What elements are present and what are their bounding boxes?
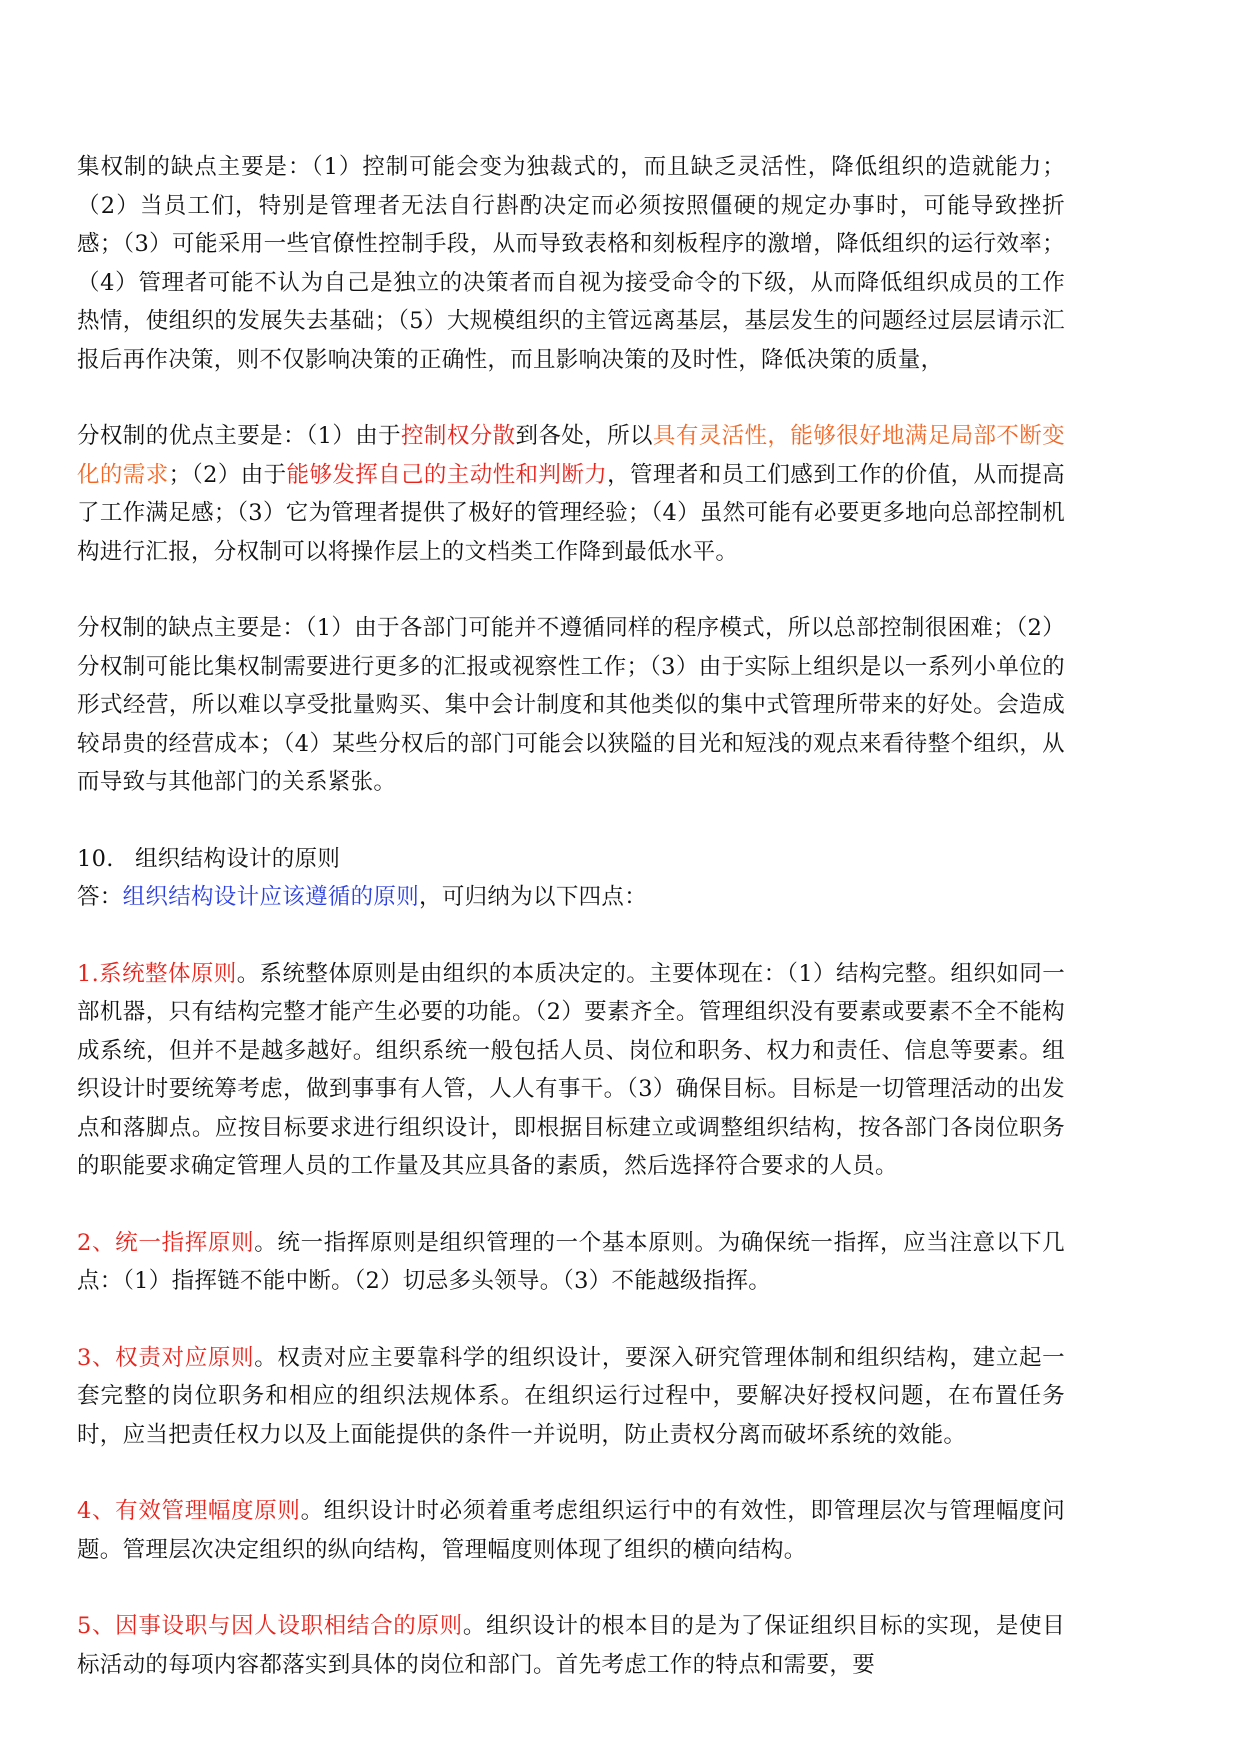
centralization-cons-paragraph	[77, 148, 1065, 379]
principle-body: 。系统整体原则是由组织的本质决定的。主要体现在：（1）结构完整。组织如同一部机器，只有结构完整才能产生必要的功能。（2）要素齐全。管理组织没有要素或要素不全不能构成系统，但并不是越多越好。组织系统一般包括人员、岗位和职务、权力和责任、信息等要素。组织设计时要统筹考虑，做到事事有人管，人人有事干。（3）确保目标。目标是一切管理活动的出发点和落脚点。应按目标要求进行组织设计，即根据目标建立或调整组织结构，按各部门各岗位职务的职能要求确定管理人员的工作量及其应具备的素质，然后选择符合要求的人员。	[77, 960, 1066, 1179]
principle-heading: 2、统一指挥原则	[77, 1229, 255, 1256]
question-title: 组织结构设计的原则	[135, 845, 341, 872]
principle-body: 。组织设计时必须着重考虑组织运行中的有效性，即管理层次与管理幅度问题。管理层次决定组织的纵向结构，管理幅度则体现了组织的横向结构。	[77, 1498, 1065, 1563]
decentralization-pros-paragraph	[77, 417, 1065, 571]
pros-highlight-control-dispersed: 控制权分散	[401, 423, 516, 449]
pros-highlight-flexibility: 具有灵活性，能够很好地满足局部不断变化的需求	[77, 423, 1065, 488]
principle-heading: 1.系统整体原则	[77, 960, 237, 987]
answer-line	[77, 878, 1065, 917]
paragraph-gap	[77, 1454, 1065, 1492]
principle-heading: 5、因事设职与因人设职相结合的原则	[77, 1613, 463, 1639]
pros-text-2: 到各处，所以	[515, 423, 653, 449]
principle-paragraph	[77, 1492, 1065, 1569]
principle-paragraph	[77, 1339, 1065, 1455]
principle-heading: 3、权责对应原则	[77, 1344, 255, 1371]
principle-body: 。权责对应主要靠科学的组织设计，要深入研究管理体制和组织结构，建立起一套完整的岗位职务和相应的组织法规体系。在组织运行过程中，要解决好授权问题，在布置任务时，应当把责任权力以及上面能提供的条件一并说明，防止责权分离而破坏系统的效能。	[77, 1344, 1065, 1448]
answer-highlight: 组织结构设计应该遵循的原则	[122, 884, 420, 910]
pros-text-1: 分权制的优点主要是：（1）由于	[77, 423, 402, 449]
pros-highlight-initiative: 能够发挥自己的主动性和判断力	[286, 461, 608, 488]
answer-rest: ，可归纳为以下四点：	[419, 884, 648, 910]
paragraph-gap	[77, 917, 1065, 955]
question-number: 10.	[77, 845, 114, 872]
principle-paragraph	[77, 955, 1065, 1186]
principle-paragraph	[77, 1607, 1065, 1684]
principle-body: 。组织设计的根本目的是为了保证组织目标的实现，是使目标活动的每项内容都落实到具体的岗位和部门。首先考虑工作的特点和需要，要	[77, 1613, 1065, 1678]
principle-heading: 4、有效管理幅度原则	[77, 1498, 301, 1524]
pros-text-3: ；（2）由于	[168, 461, 287, 488]
principle-paragraph	[77, 1224, 1065, 1301]
paragraph-gap	[77, 571, 1065, 609]
answer-prefix: 答：	[77, 884, 123, 910]
decentralization-cons-text: 分权制的缺点主要是：（1）由于各部门可能并不遵循同样的程序模式，所以总部控制很困难；（2）分权制可能比集权制需要进行更多的汇报或视察性工作；（3）由于实际上组织是以一系列小单位的形式经营，所以难以享受批量购买、集中会计制度和其他类似的集中式管理所带来的好处。会造成较昂贵的经营成本；（4）某些分权后的部门可能会以狭隘的目光和短浅的观点来看待整个组织，从而导致与其他部门的关系紧张。	[77, 615, 1065, 795]
principle-body: 。统一指挥原则是组织管理的一个基本原则。为确保统一指挥，应当注意以下几点：（1）指挥链不能中断。（2）切忌多头领导。（3）不能越级指挥。	[77, 1229, 1065, 1294]
decentralization-cons-paragraph	[77, 609, 1065, 802]
pros-text-4: ，管理者和员工们感到工作的价值，从而提高了工作满足感；（3）它为管理者提供了极好的管理经验；（4）虽然可能有必要更多地向总部控制机构进行汇报，分权制可以将操作层上的文档类工作降到最低水平。	[77, 461, 1065, 565]
paragraph-gap	[77, 802, 1065, 840]
paragraph-gap	[77, 1569, 1065, 1607]
question-heading	[77, 840, 1065, 879]
paragraph-gap	[77, 1301, 1065, 1339]
centralization-cons-text: 集权制的缺点主要是：（1）控制可能会变为独裁式的，而且缺乏灵活性，降低组织的造就能力；（2）当员工们，特别是管理者无法自行斟酌决定而必须按照僵硬的规定办事时，可能导致挫折感；（3）可能采用一些官僚性控制手段，从而导致表格和刻板程序的激增，降低组织的运行效率；（4）管理者可能不认为自己是独立的决策者而自视为接受命令的下级，从而降低组织成员的工作热情，使组织的发展失去基础；（5）大规模组织的主管远离基层，基层发生的问题经过层层请示汇报后再作决策，则不仅影响决策的正确性，而且影响决策的及时性，降低决策的质量，	[77, 154, 1065, 373]
paragraph-gap	[77, 379, 1065, 417]
paragraph-gap	[77, 1186, 1065, 1224]
